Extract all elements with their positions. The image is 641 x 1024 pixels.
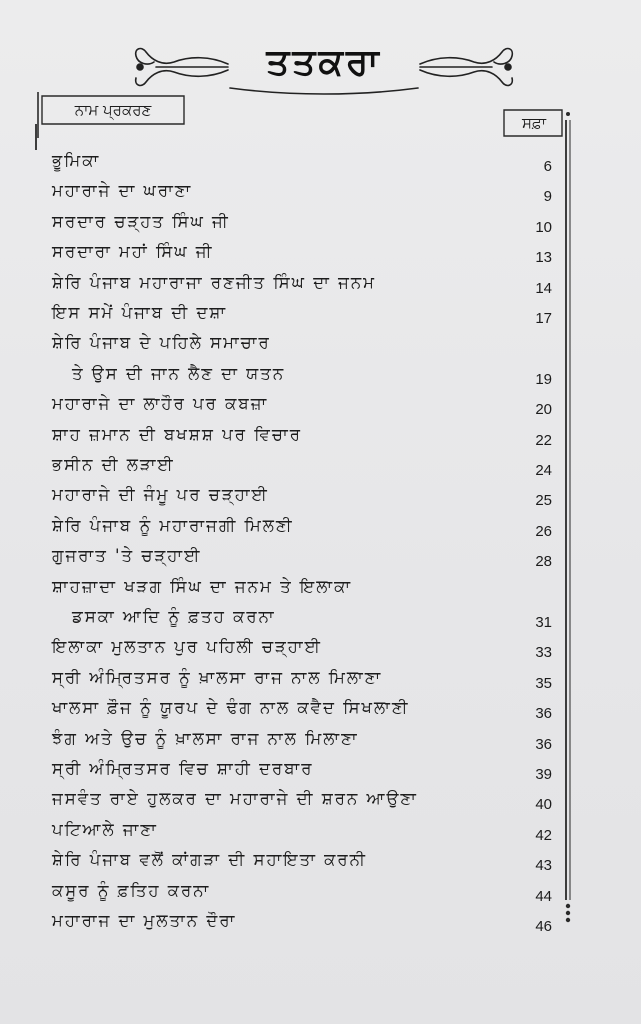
toc-entry [52,632,552,662]
toc-entry-page: 9 [543,188,552,205]
toc-entry-title: ਜਸਵੰਤ ਰਾਏ ਹੁਲਕਰ ਦਾ ਮਹਾਰਾਜੇ ਦੀ ਸ਼ਰਨ ਆਉਣਾ [52,789,418,808]
toc-entry-title: ਸ੍ਰੀ ਅੰਮ੍ਰਿਤਸਰ ਨੂੰ ਖ਼ਾਲਸਾ ਰਾਜ ਨਾਲ ਮਿਲਾਣਾ [52,668,383,687]
page-title: ਤਤਕਰਾ [266,42,382,83]
toc-entry-page: 43 [535,857,552,874]
toc-entry-page: 31 [535,614,552,631]
toc-entry-title: ਪਟਿਆਲੇ ਜਾਣਾ [52,820,158,839]
toc-entry-title: ਗੁਜਰਾਤ 'ਤੇ ਚੜ੍ਹਾਈ [52,546,202,565]
toc-entry [52,663,552,693]
toc-entry-title: ਸ਼ੇਰਿ ਪੰਜਾਬ ਦੇ ਪਹਿਲੇ ਸਮਾਚਾਰ [52,333,271,352]
toc-entry [52,146,552,176]
toc-entry-title: ਭੂਮਿਕਾ [52,151,101,170]
toc-entry [52,176,552,206]
toc-entry-title: ਝੰਗ ਅਤੇ ਉਚ ਨੂੰ ਖ਼ਾਲਸਾ ਰਾਜ ਨਾਲ ਮਿਲਾਣਾ [52,729,359,748]
toc-entry-page: 26 [535,523,552,540]
toc-entry-page: 35 [535,675,552,692]
toc-entry [52,511,552,541]
toc-entry-page: 36 [535,705,552,722]
toc-entry [52,237,552,267]
toc-entry-page: 46 [535,918,552,935]
toc-entry [52,207,552,237]
toc-entry [52,602,552,632]
toc-entry-title: ਡਸਕਾ ਆਦਿ ਨੂੰ ਫ਼ਤਹ ਕਰਨਾ [72,607,276,626]
toc-entry-page: 22 [535,432,552,449]
toc-entry-title: ਭਸੀਨ ਦੀ ਲੜਾਈ [52,455,175,474]
toc-entry-page: 33 [535,644,552,661]
toc-entry-page: 10 [535,219,552,236]
toc-entry-title: ਤੇ ਉਸ ਦੀ ਜਾਨ ਲੈਣ ਦਾ ਯਤਨ [72,364,286,383]
toc-entry [52,328,552,358]
toc-entry [52,724,552,754]
toc-entry [52,876,552,906]
toc-entry-page: 28 [535,553,552,570]
toc-entry [52,541,552,571]
toc-entry [52,298,552,328]
toc-entry-title: ਸਰਦਾਰ ਚੜ੍ਹਤ ਸਿੰਘ ਜੀ [52,212,230,231]
toc-entry [52,359,552,389]
toc-entry [52,420,552,450]
toc-entry-page: 20 [535,401,552,418]
toc-entry [52,572,552,602]
toc-entry [52,389,552,419]
toc-entry-title: ਸ੍ਰੀ ਅੰਮ੍ਰਿਤਸਰ ਵਿਚ ਸ਼ਾਹੀ ਦਰਬਾਰ [52,759,314,778]
toc-entry-page: 19 [535,371,552,388]
toc-entry-page: 40 [535,796,552,813]
toc-entry-title: ਸਰਦਾਰਾ ਮਹਾਂ ਸਿੰਘ ਜੀ [52,242,214,261]
toc-entry-title: ਸ਼ਾਹਜ਼ਾਦਾ ਖੜਗ ਸਿੰਘ ਦਾ ਜਨਮ ਤੇ ਇਲਾਕਾ [52,577,353,596]
toc-entry-page: 39 [535,766,552,783]
toc-entry-title: ਇਲਾਕਾ ਮੁਲਤਾਨ ਪੁਰ ਪਹਿਲੀ ਚੜ੍ਹਾਈ [52,637,322,656]
toc-entry-page: 24 [535,462,552,479]
toc-entry-title: ਮਹਾਰਾਜ ਦਾ ਮੁਲਤਾਨ ਦੌਰਾ [52,911,237,930]
toc-entry-page: 13 [535,249,552,266]
toc-entry [52,784,552,814]
toc-entry-title: ਇਸ ਸਮੇਂ ਪੰਜਾਬ ਦੀ ਦਸ਼ਾ [52,303,228,322]
toc-entry [52,754,552,784]
toc-entry-title: ਖਾਲਸਾ ਫ਼ੌਜ ਨੂੰ ਯੂਰਪ ਦੇ ਢੰਗ ਨਾਲ ਕਵੈਦ ਸਿਖਲਾਣੀ [52,698,410,717]
toc-entry-page: 36 [535,736,552,753]
toc-entry [52,268,552,298]
toc-entry-page: 14 [535,280,552,297]
toc-entry-page: 17 [535,310,552,327]
toc-entry-title: ਸ਼ਾਹ ਜ਼ਮਾਨ ਦੀ ਬਖਸ਼ਸ਼ ਪਰ ਵਿਚਾਰ [52,425,302,444]
toc-entry [52,693,552,723]
toc-entry-page: 42 [535,827,552,844]
header-page: ਸਫ਼ਾ [521,114,547,132]
toc-entry [52,906,552,936]
header-chapter-name: ਨਾਮ ਪ੍ਰਕਰਣ [74,101,152,119]
toc-entry [52,815,552,845]
toc-entry-title: ਸ਼ੇਰਿ ਪੰਜਾਬ ਵਲੋਂ ਕਾਂਗੜਾ ਦੀ ਸਹਾਇਤਾ ਕਰਨੀ [52,850,367,869]
toc-entry [52,450,552,480]
toc-entry-title: ਸ਼ੇਰਿ ਪੰਜਾਬ ਨੂੰ ਮਹਾਰਾਜਗੀ ਮਿਲਣੀ [52,516,294,535]
toc-entry-title: ਮਹਾਰਾਜੇ ਦੀ ਜੰਮੂ ਪਰ ਚੜ੍ਹਾਈ [52,485,269,504]
toc-entry-page: 44 [535,888,552,905]
toc-entry-title: ਮਹਾਰਾਜੇ ਦਾ ਲਾਹੌਰ ਪਰ ਕਬਜ਼ਾ [52,394,269,413]
toc-entry-title: ਸ਼ੇਰਿ ਪੰਜਾਬ ਮਹਾਰਾਜਾ ਰਣਜੀਤ ਸਿੰਘ ਦਾ ਜਨਮ [52,273,377,292]
toc-entry-title: ਮਹਾਰਾਜੇ ਦਾ ਘਰਾਣਾ [52,181,193,200]
toc-entry [52,480,552,510]
toc-entry-page: 6 [543,158,552,175]
toc-entry [52,845,552,875]
toc-entry-title: ਕਸੂਰ ਨੂੰ ਫ਼ਤਿਹ ਕਰਨਾ [52,881,211,900]
toc-entry-page: 25 [535,492,552,509]
